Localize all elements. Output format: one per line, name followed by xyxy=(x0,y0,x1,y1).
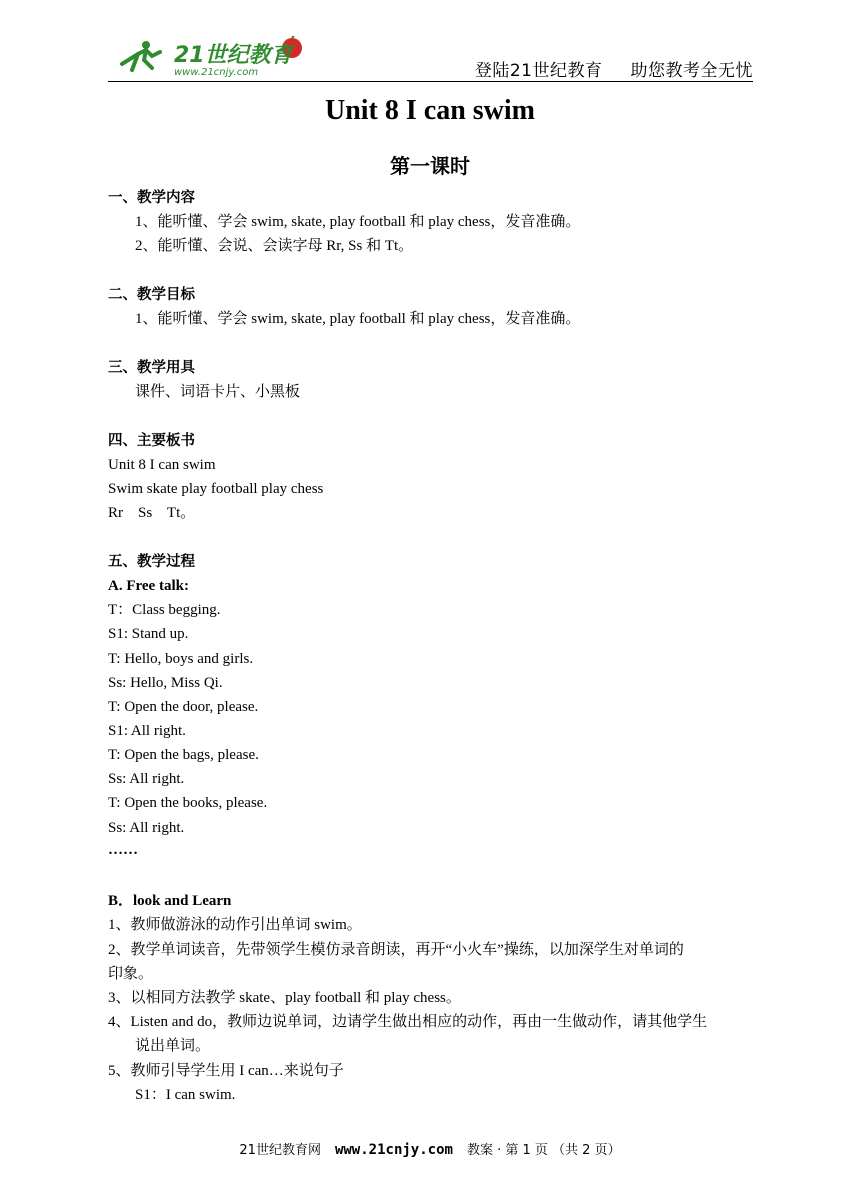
header-slogan xyxy=(475,56,753,81)
step-line: 4、Listen and do，教师边说单词，边请学生做出相应的动作，再由一生做动作，请其他学生 xyxy=(108,1014,708,1030)
document-title: Unit 8 I can swim xyxy=(324,95,535,126)
section-heading: 五、教学过程 xyxy=(108,554,195,570)
dialog-line: Ss: All right. xyxy=(108,820,185,836)
dialog-line: Ss: All right. xyxy=(108,771,185,787)
lesson-subtitle: 第一课时 xyxy=(390,154,470,178)
dialog-line: T：Class begging. xyxy=(108,602,221,618)
subsection-heading: B．look and Learn xyxy=(108,893,232,909)
text-line: 2、能听懂、会说、会读字母 Rr, Ss 和 Tt。 xyxy=(135,238,414,254)
section-heading: 二、教学目标 xyxy=(108,287,195,303)
step-line: 2、教学单词读音，先带领学生模仿录音朗读，再开“小火车”操练，以加深学生对单词的 xyxy=(108,942,684,958)
svg-text:www.21cnjy.com: www.21cnjy.com xyxy=(174,67,259,78)
dialog-line: T: Open the books, please. xyxy=(108,795,268,811)
step-line: 5、教师引导学生用 I can…来说句子 xyxy=(108,1063,344,1079)
text-line: 课件、词语卡片、小黑板 xyxy=(135,384,301,400)
ellipsis: …… xyxy=(108,842,138,858)
text-line: 1、能听懂、学会 swim, skate, play football 和 play chess，发音准确。 xyxy=(135,214,581,230)
svg-text:21世纪教育: 21世纪教育 xyxy=(174,43,293,68)
footer-page-info: 教案 · 第 1 页 （共 2 页） xyxy=(466,1143,621,1158)
dialog-line: T: Open the door, please. xyxy=(108,699,259,715)
footer-url-link[interactable]: www.21cnjy.com xyxy=(334,1142,453,1158)
subsection-heading: A. Free talk: xyxy=(108,578,189,594)
footer-site-name: 21世纪教育网 xyxy=(239,1143,321,1158)
logo-21cnjy xyxy=(116,36,316,78)
page-header xyxy=(108,34,753,82)
dialog-line: T: Hello, boys and girls. xyxy=(108,651,254,667)
board-line: Unit 8 I can swim xyxy=(108,457,216,473)
header-divider xyxy=(108,81,753,82)
text-line: 1、能听懂、学会 swim, skate, play football 和 play chess，发音准确。 xyxy=(135,311,581,327)
dialog-line: S1: All right. xyxy=(108,723,186,739)
dialog-line: Ss: Hello, Miss Qi. xyxy=(108,675,223,691)
slogan-right: 助您教考全无忧 xyxy=(630,61,753,81)
step-line: 印象。 xyxy=(108,966,154,982)
section-heading: 四、主要板书 xyxy=(108,433,195,449)
page-footer xyxy=(0,1139,860,1158)
dialog-line: S1: Stand up. xyxy=(108,626,189,642)
section-heading: 三、教学用具 xyxy=(108,360,195,376)
board-line: Swim skate play football play chess xyxy=(108,481,324,497)
step-line: 说出单词。 xyxy=(135,1038,211,1054)
board-line: Rr Ss Tt。 xyxy=(108,505,196,521)
step-line: S1：I can swim. xyxy=(135,1087,236,1103)
step-line: 3、以相同方法教学 skate、play football 和 play chess。 xyxy=(108,990,461,1006)
slogan-left: 登陆21世纪教育 xyxy=(474,61,603,81)
section-heading: 一、教学内容 xyxy=(108,190,195,206)
step-line: 1、教师做游泳的动作引出单词 swim。 xyxy=(108,917,362,933)
dialog-line: T: Open the bags, please. xyxy=(108,747,259,763)
